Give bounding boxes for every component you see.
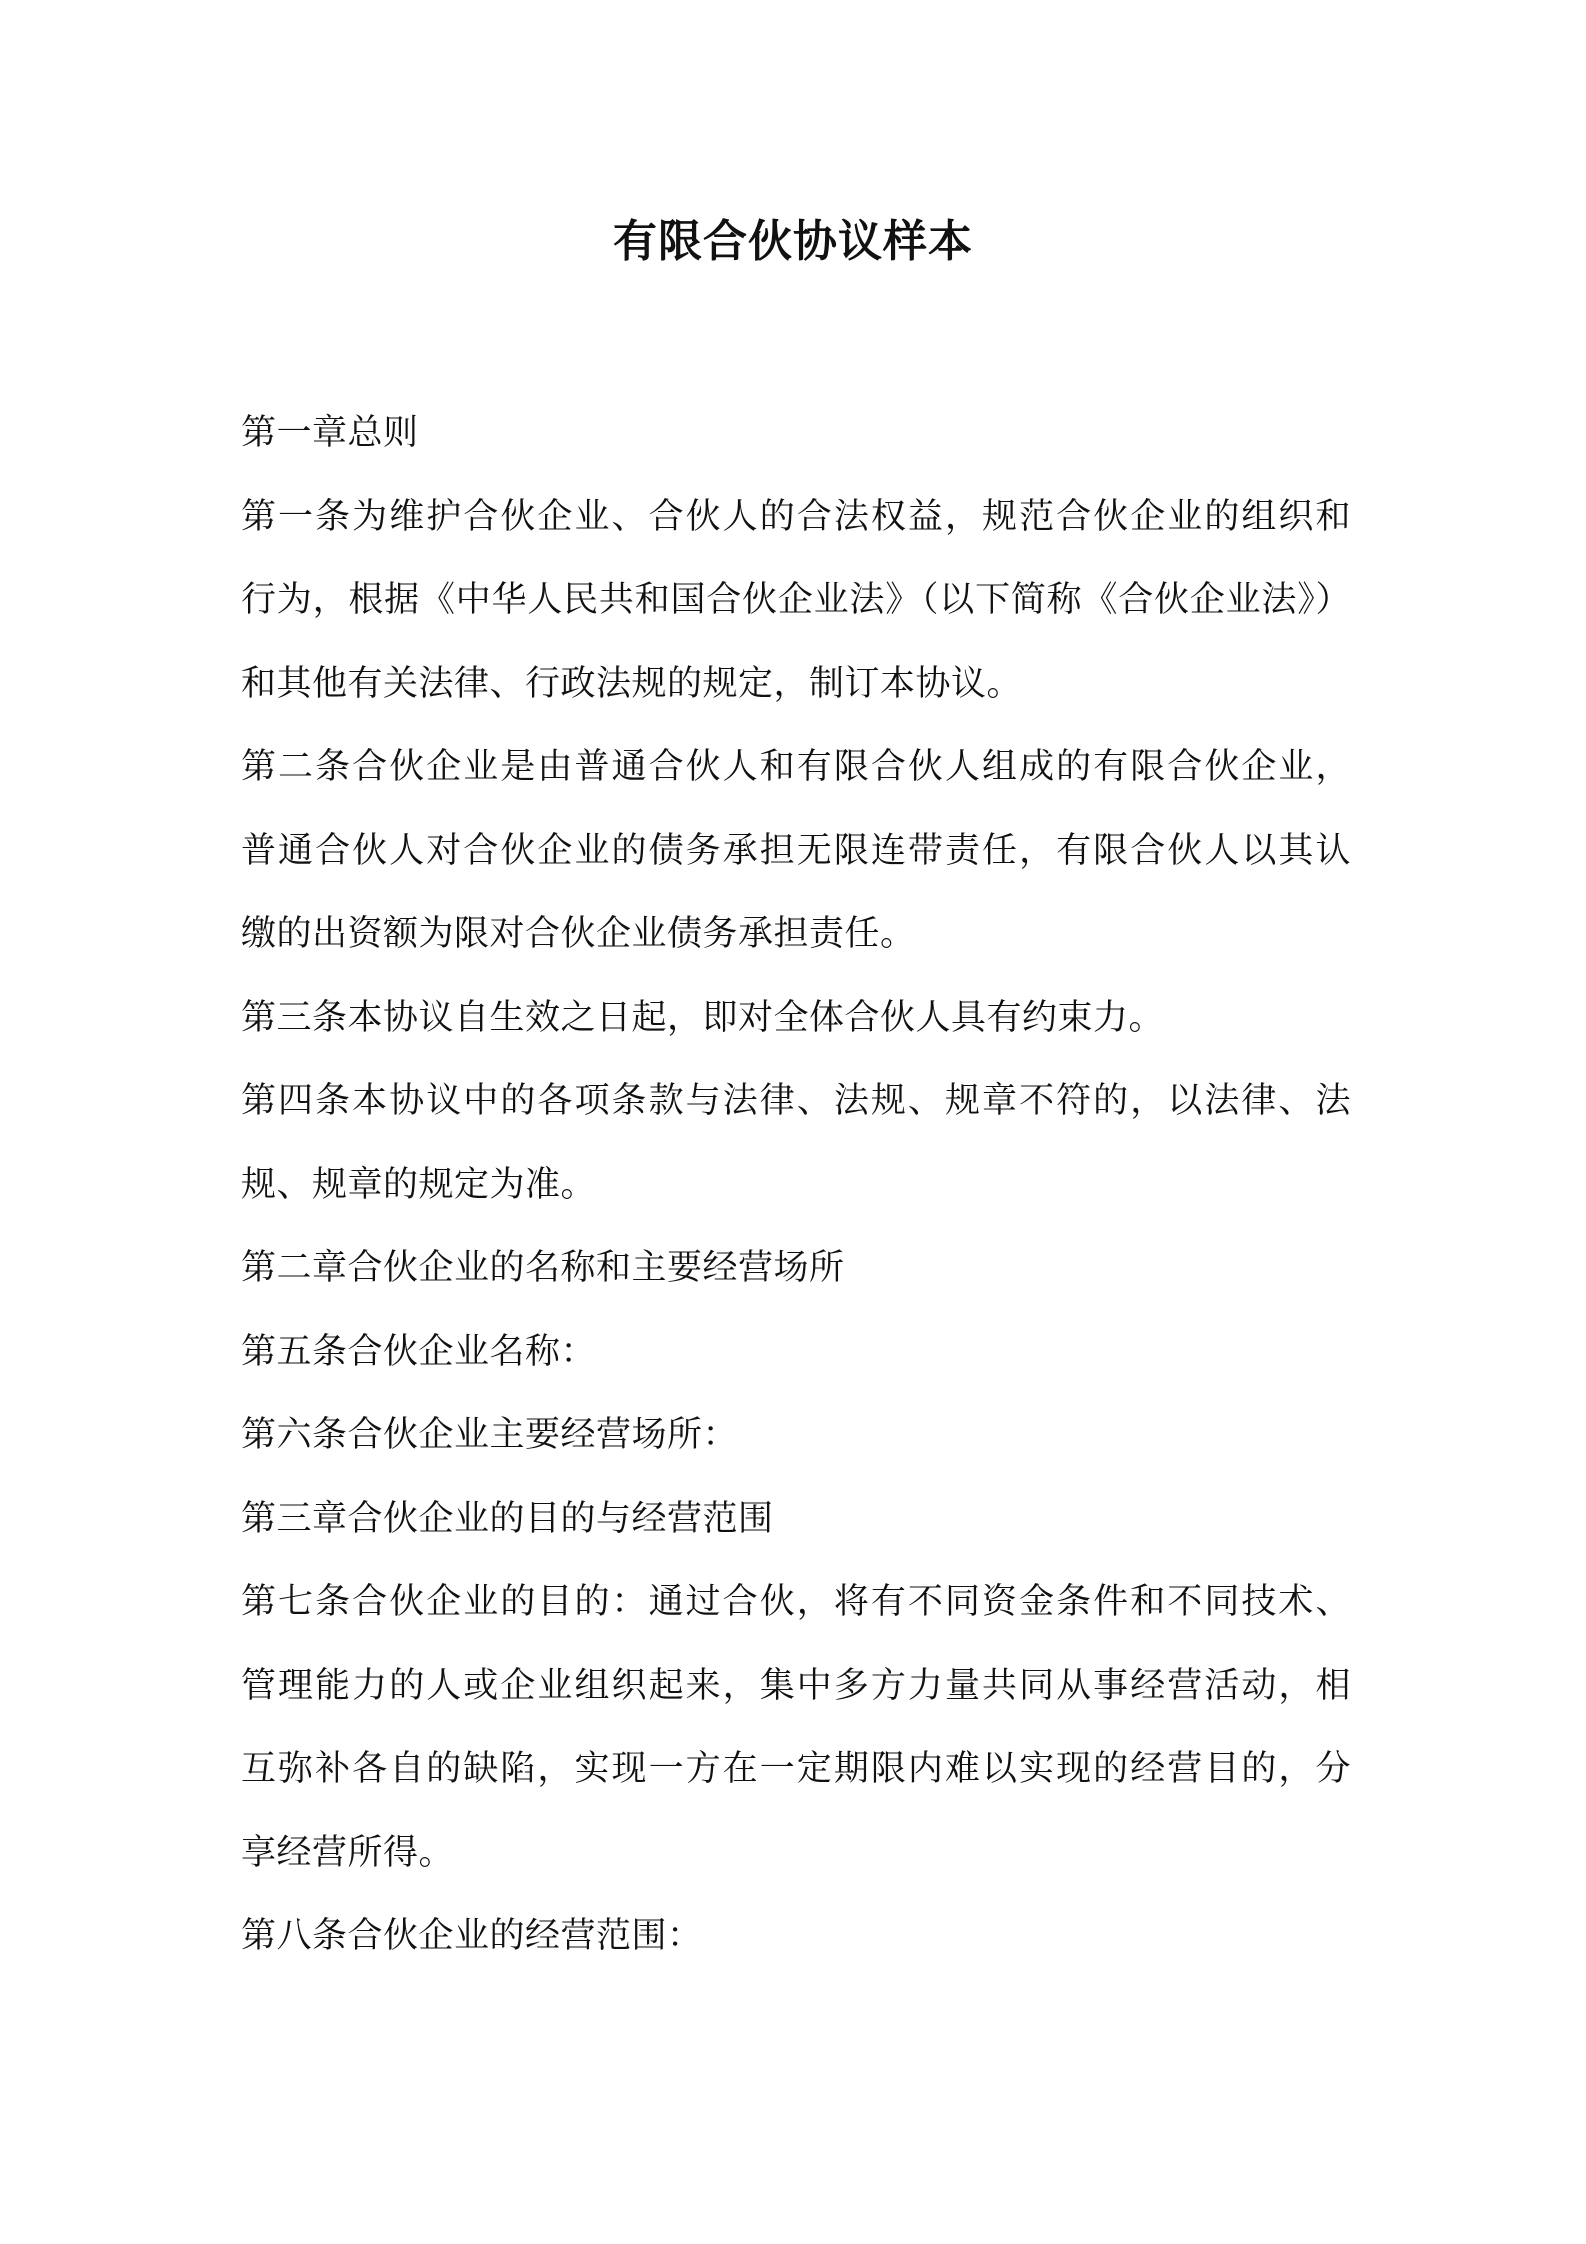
paragraph-line: 第七条合伙企业的目的：通过合伙，将有不同资金条件和不同技术、 [241, 1582, 1351, 1622]
paragraph-line: 第一条为维护合伙企业、合伙人的合法权益，规范合伙企业的组织和 [241, 496, 1351, 537]
paragraph-line: 第二条合伙企业是由普通合伙人和有限合伙人组成的有限合伙企业， [241, 747, 1351, 787]
paragraph-line: 缴的出资额为限对合伙企业债务承担责任。 [241, 914, 916, 954]
paragraph-line: 管理能力的人或企业组织起来，集中多方力量共同从事经营活动，相 [241, 1665, 1351, 1706]
chapter-heading: 第三章合伙企业的目的与经营范围 [241, 1498, 774, 1539]
paragraph-line: 规、规章的规定为准。 [241, 1164, 597, 1205]
paragraph-line: 享经营所得。 [241, 1832, 455, 1873]
paragraph-line: 和其他有关法律、行政法规的规定，制订本协议。 [241, 663, 1023, 704]
paragraph-line: 第六条合伙企业主要经营场所： [241, 1415, 739, 1455]
chapter-heading: 第一章总则 [241, 413, 419, 453]
chapter-heading: 第二章合伙企业的名称和主要经营场所 [241, 1248, 845, 1288]
paragraph-line: 第四条本协议中的各项条款与法律、法规、规章不符的，以法律、法 [241, 1081, 1351, 1121]
paragraph-line: 第三条本协议自生效之日起，即对全体合伙人具有约束力。 [241, 997, 1165, 1038]
paragraph-line: 互弥补各自的缺陷，实现一方在一定期限内难以实现的经营目的，分 [241, 1749, 1351, 1789]
paragraph-line: 第五条合伙企业名称： [241, 1331, 597, 1372]
paragraph-line: 普通合伙人对合伙企业的债务承担无限连带责任，有限合伙人以其认 [241, 830, 1351, 871]
paragraph-line: 第八条合伙企业的经营范围： [241, 1916, 703, 1956]
document-body [241, 403, 1351, 1990]
paragraph-line: 行为，根据《中华人民共和国合伙企业法》（以下简称《合伙企业法》） [241, 580, 1351, 620]
document-title: 有限合伙协议样本 [613, 216, 973, 267]
